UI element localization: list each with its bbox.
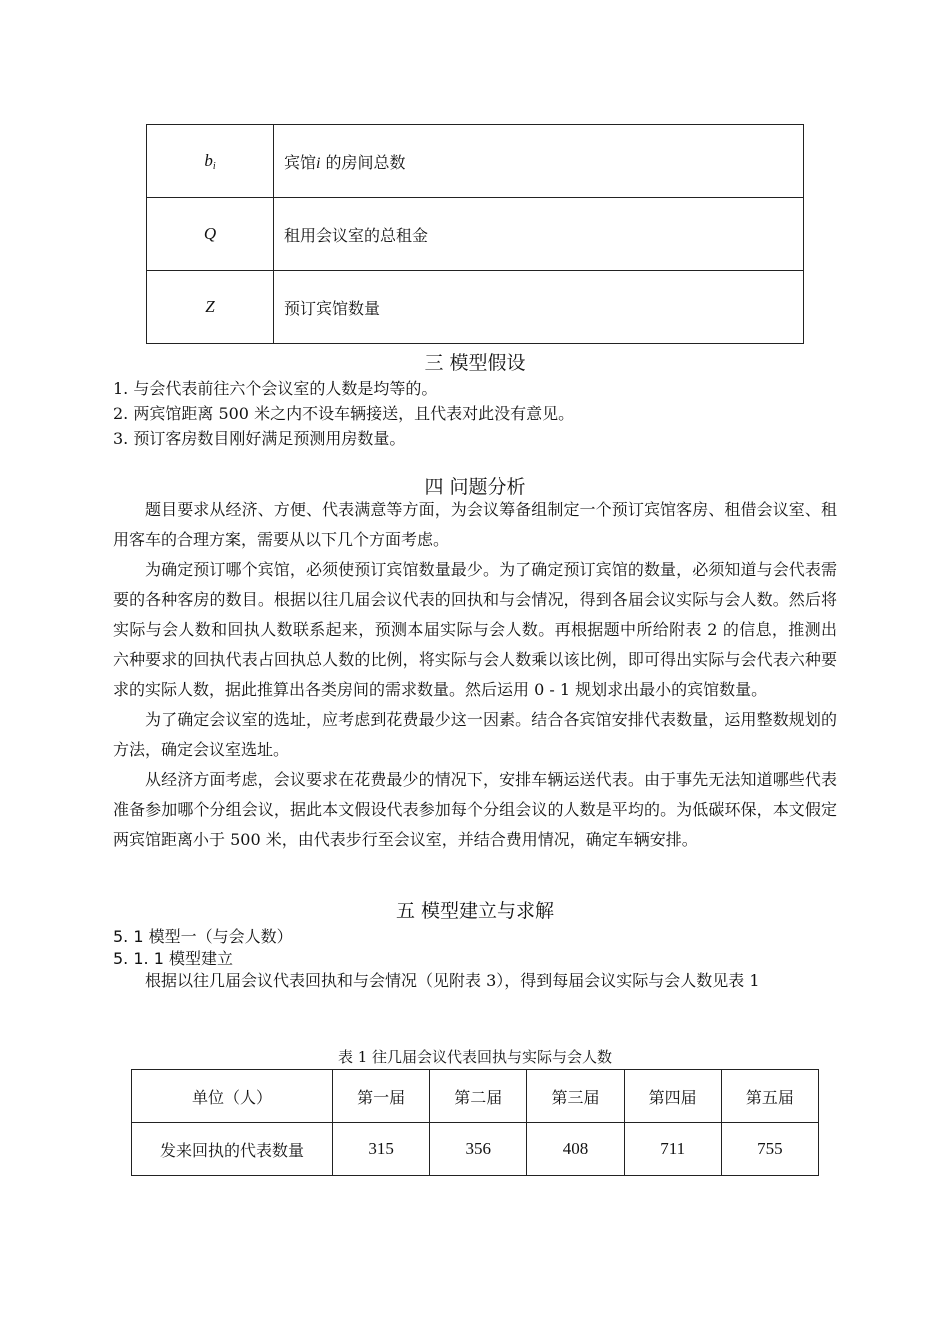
value-cell: 315: [333, 1123, 430, 1176]
symbol-cell: [147, 125, 274, 198]
value-cell: 755: [721, 1123, 818, 1176]
desc-prefix: 宾馆: [284, 152, 317, 172]
desc-variable: i: [316, 154, 321, 172]
header-cell: 第二届: [430, 1070, 527, 1123]
table-row: [147, 271, 804, 344]
section-4-body: [113, 495, 837, 855]
assumption-1: 1. 与会代表前往六个会议室的人数是均等的。: [113, 379, 438, 398]
section-5-title: 五 模型建立与求解: [395, 900, 555, 922]
assumption-2: 2. 两宾馆距离 500 米之内不设车辆接送，且代表对此没有意见。: [113, 404, 575, 423]
paragraph: 为了确定会议室的选址，应考虑到花费最少这一因素。结合各宾馆安排代表数量，运用整数规划的方法，确定会议室选址。: [113, 710, 837, 759]
header-cell: 第五届: [721, 1070, 818, 1123]
symbol-b: b: [204, 150, 213, 170]
header-cell: 第四届: [624, 1070, 721, 1123]
symbol-subscript: i: [212, 160, 216, 172]
desc-suffix: 的房间总数: [320, 152, 406, 172]
section-5-body: [113, 966, 837, 996]
table-row: [147, 125, 804, 198]
symbol-table: [146, 124, 804, 344]
paragraph: 根据以往几届会议代表回执和与会情况（见附表 3），得到每届会议实际与会人数见表 1: [145, 971, 760, 990]
table-header-row: [132, 1070, 819, 1123]
row-label-cell: 发来回执的代表数量: [132, 1123, 333, 1176]
symbol-cell: Q: [147, 198, 274, 271]
assumption-3: 3. 预订客房数目刚好满足预测用房数量。: [113, 429, 406, 448]
description-cell: 预订宾馆数量: [274, 271, 804, 344]
table-row: [132, 1123, 819, 1176]
paragraph: 从经济方面考虑，会议要求在花费最少的情况下，安排车辆运送代表。由于事先无法知道哪些代表准备参加哪个分组会议，据此本文假设代表参加每个分组会议的人数是平均的。为低碳环保，本文假定两宾馆距离小于 500 米，由代表步行至会议室，并结合费用情况，确定车辆安排。: [113, 770, 837, 849]
section-3-title: 三 模型假设: [424, 352, 526, 374]
table-1: [131, 1069, 819, 1176]
section-4-title: 四 问题分析: [424, 476, 526, 498]
table-1-caption: 表 1 往几届会议代表回执与实际与会人数: [337, 1048, 613, 1066]
value-cell: 356: [430, 1123, 527, 1176]
symbol-cell: Z: [147, 271, 274, 344]
table-row: [147, 198, 804, 271]
value-cell: 711: [624, 1123, 721, 1176]
subsection-5-1-1: 5. 1. 1 模型建立: [113, 949, 233, 968]
paragraph: 为确定预订哪个宾馆，必须使预订宾馆数量最少。为了确定预订宾馆的数量，必须知道与会代表需要的各种客房的数目。根据以往几届会议代表的回执和与会情况，得到各届会议实际与会人数。然后将实际与会人数和回执人数联系起来，预测本届实际与会人数。再根据题中所给附表 2 的信息，推测出六种要求的回执代表占回执总人数的比例，将实际与会人数乘以该比例，即可得出实际与会代表六种要求的实际人数，据此推算出各类房间的需求数量。然后运用 0 - 1 规划求出最小的宾馆数量。: [113, 560, 837, 699]
subsection-5-1: 5. 1 模型一（与会人数）: [113, 927, 293, 946]
header-cell: 第三届: [527, 1070, 624, 1123]
header-cell: 第一届: [333, 1070, 430, 1123]
description-cell: 租用会议室的总租金: [274, 198, 804, 271]
paragraph: 题目要求从经济、方便、代表满意等方面，为会议筹备组制定一个预订宾馆客房、租借会议室、租用客车的合理方案，需要从以下几个方面考虑。: [113, 500, 837, 549]
value-cell: 408: [527, 1123, 624, 1176]
header-cell: 单位（人）: [132, 1070, 333, 1123]
description-cell: [274, 125, 804, 198]
